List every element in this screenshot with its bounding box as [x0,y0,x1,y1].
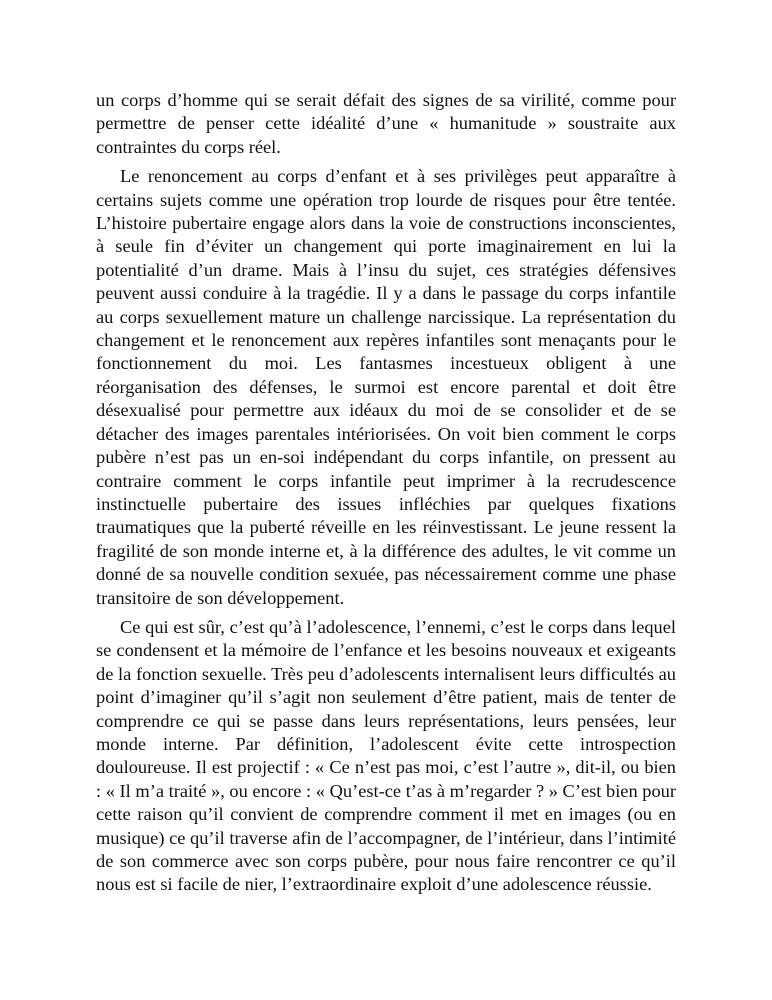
paragraph-renoncement: Le renoncement au corps d’enfant et à ses privilèges peut apparaître à certains sujets comme une opération trop lourde de risques pour être tentée. L’histoire pubertaire engage alors dans la voie de constructions inconscientes, à seule fin d’éviter un changement qui porte imaginairement en lui la potentialité d’un drame. Mais à l’insu du sujet, ces stratégies défensives peuvent aussi conduire à la tragédie. Il y a dans le passage du corps infantile au corps sexuellement mature un challenge narcissique. La représentation du changement et le renoncement aux repères infantiles sont menaçants pour le fonctionnement du moi. Les fantasmes incestueux obligent à une réorganisation des défenses, le surmoi est encore parental et doit être désexualisé pour permettre aux idéaux du moi de se consolider et de se détacher des images parentales intériorisées. On voit bien comment le corps pubère n’est pas un en-soi indépendant du corps infantile, on pressent au contraire comment le corps infantile peut imprimer à la recrudescence instinctuelle pubertaire des issues infléchies par quelques fixations traumatiques que la puberté réveille en les réinvestissant. Le jeune ressent la fragilité de son monde interne et, à la différence des adultes, le vit comme un donné de sa nouvelle condition sexuée, pas nécessairement comme une phase transitoire de son développement. [96,166,676,608]
page-body [96,89,676,897]
paragraph-adolescence: Ce qui est sûr, c’est qu’à l’adolescence, l’ennemi, c’est le corps dans lequel se condensent et la mémoire de l’enfance et les besoins nouveaux et exigeants de la fonction sexuelle. Très peu d’adolescents internalisent leurs difficultés au point d’imaginer qu’il s’agit non seulement d’être patient, mais de tenter de comprendre ce qui se passe dans leurs représentations, leurs pensées, leur monde interne. Par définition, l’adolescent évite cette introspection douloureuse. Il est projectif : « Ce n’est pas moi, c’est l’autre », dit-il, ou bien : « Il m’a traité », ou encore : « Qu’est-ce t’as à m’regarder ? » C’est bien pour cette raison qu’il convient de comprendre comment il met en images (ou en musique) ce qu’il traverse afin de l’accompagner, de l’intérieur, dans l’intimité de son commerce avec son corps pubère, pour nous faire rencontrer ce qu’il nous est si facile de nier, l’extraordinaire exploit d’une adolescence réussie. [96,616,676,895]
paragraph-continuation: un corps d’homme qui se serait défait des signes de sa virilité, comme pour permettre de penser cette idéalité d’une « humanitude » soustraite aux contraintes du corps réel. [96,90,676,157]
